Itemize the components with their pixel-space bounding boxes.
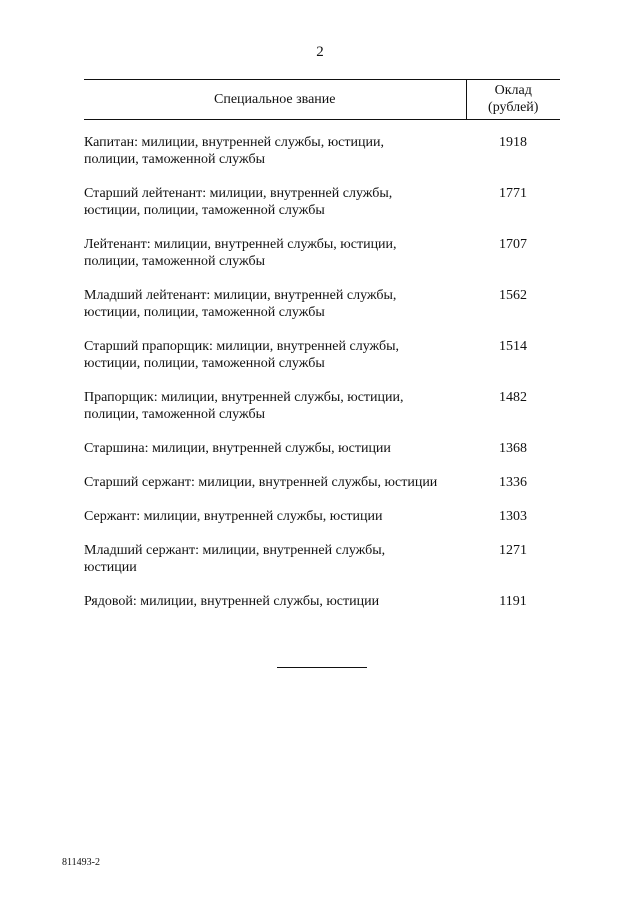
salary-cell: 1707: [499, 237, 527, 252]
rank-cell: [84, 423, 466, 457]
header-salary-line2: (рублей): [488, 100, 539, 115]
rank-line2: юстиции, полиции, таможенной службы: [84, 305, 325, 320]
rank-line1: Капитан: милиции, внутренней службы, юстиции,: [84, 135, 384, 150]
rank-cell: [84, 525, 466, 576]
table-row: [84, 457, 560, 491]
salary-cell: 1771: [499, 186, 527, 201]
rank-line1: Старший прапорщик: милиции, внутренней службы,: [84, 339, 400, 354]
salary-cell: 1562: [499, 288, 527, 303]
end-divider: [277, 667, 367, 668]
header-salary: [466, 80, 560, 120]
salary-cell: 1271: [499, 543, 527, 558]
rank-line2: юстиции, полиции, таможенной службы: [84, 203, 325, 218]
rank-line2: полиции, таможенной службы: [84, 152, 265, 167]
document-code: 811493-2: [62, 857, 100, 868]
salary-cell: 1303: [499, 509, 527, 524]
rank-line1: Старший сержант: милиции, внутренней службы, юстиции: [84, 475, 438, 490]
rank-cell: [84, 168, 466, 219]
rank-line1: Старший лейтенант: милиции, внутренней службы,: [84, 186, 393, 201]
rank-line1: Младший лейтенант: милиции, внутренней службы,: [84, 288, 397, 303]
table-row: [84, 372, 560, 423]
table-row: [84, 120, 560, 169]
rank-cell: [84, 576, 466, 610]
rank-cell: [84, 321, 466, 372]
table-row: [84, 270, 560, 321]
table-row: [84, 525, 560, 576]
table-row: [84, 576, 560, 610]
rank-cell: [84, 372, 466, 423]
salary-cell: 1482: [499, 390, 527, 405]
rank-line1: Младший сержант: милиции, внутренней службы,: [84, 543, 386, 558]
table-row: [84, 321, 560, 372]
rank-cell: [84, 457, 466, 491]
table-header-row: [84, 80, 560, 120]
table-row: [84, 423, 560, 457]
rank-cell: [84, 219, 466, 270]
table-row: [84, 168, 560, 219]
rank-cell: [84, 270, 466, 321]
rank-line1: Старшина: милиции, внутренней службы, юстиции: [84, 441, 391, 456]
table-row: [84, 491, 560, 525]
salary-cell: 1191: [499, 594, 527, 609]
salary-table: [84, 79, 560, 610]
rank-cell: [84, 491, 466, 525]
rank-line1: Сержант: милиции, внутренней службы, юстиции: [84, 509, 383, 524]
salary-cell: 1368: [499, 441, 527, 456]
rank-line2: юстиции, полиции, таможенной службы: [84, 356, 325, 371]
rank-line1: Рядовой: милиции, внутренней службы, юстиции: [84, 594, 380, 609]
rank-cell: [84, 120, 466, 169]
table-row: [84, 219, 560, 270]
header-salary-line1: Оклад: [494, 83, 532, 98]
salary-cell: 1514: [499, 339, 527, 354]
page-number: 2: [316, 44, 324, 60]
rank-line2: полиции, таможенной службы: [84, 407, 265, 422]
rank-line1: Прапорщик: милиции, внутренней службы, юстиции,: [84, 390, 404, 405]
salary-cell: 1336: [499, 475, 527, 490]
rank-line2: юстиции: [84, 560, 137, 575]
rank-line2: полиции, таможенной службы: [84, 254, 265, 269]
rank-line1: Лейтенант: милиции, внутренней службы, юстиции,: [84, 237, 397, 252]
salary-cell: 1918: [499, 135, 527, 150]
header-rank: Специальное звание: [84, 80, 466, 120]
